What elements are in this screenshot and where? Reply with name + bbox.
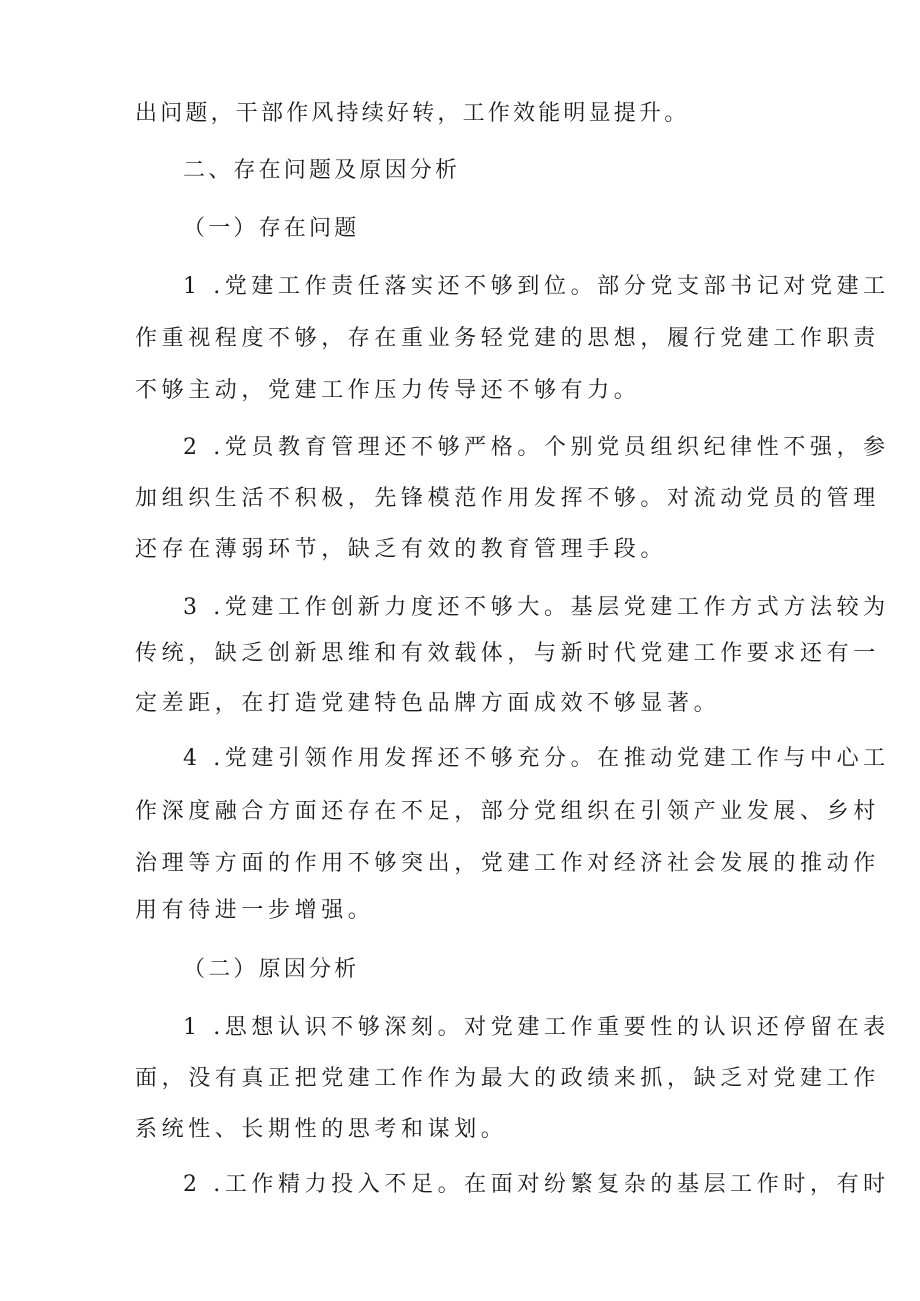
text-line: 作深度融合方面还存在不足，部分党组织在引领产业发展、乡村 <box>135 799 880 824</box>
text-line: 1 .党建工作责任落实还不够到位。部分党支部书记对党建工 <box>183 274 890 299</box>
text-line: 1 .思想认识不够深刻。对党建工作重要性的认识还停留在表 <box>183 1015 890 1040</box>
text-line: 系统性、长期性的思考和谋划。 <box>135 1117 508 1142</box>
text-line: 加组织生活不积极，先锋模范作用发挥不够。对流动党员的管理 <box>135 486 880 511</box>
text-line: 用有待进一步增强。 <box>135 898 375 923</box>
section-heading: 二、存在问题及原因分析 <box>183 158 461 183</box>
subsection-heading: （二）原因分析 <box>183 957 360 982</box>
text-line: 不够主动，党建工作压力传导还不够有力。 <box>135 378 641 403</box>
subsection-heading: （一）存在问题 <box>183 216 360 241</box>
text-line: 出问题，干部作风持续好转，工作效能明显提升。 <box>135 101 690 126</box>
text-line: 定差距，在打造党建特色品牌方面成效不够显著。 <box>135 691 721 716</box>
text-line: 3 .党建工作创新力度还不够大。基层党建工作方式方法较为 <box>183 595 890 620</box>
text-line: 传统，缺乏创新思维和有效载体，与新时代党建工作要求还有一 <box>135 641 880 666</box>
text-line: 还存在薄弱环节，缺乏有效的教育管理手段。 <box>135 537 668 562</box>
text-line: 作重视程度不够，存在重业务轻党建的思想，履行党建工作职责 <box>135 326 880 351</box>
text-line: 治理等方面的作用不够突出，党建工作对经济社会发展的推动作 <box>135 851 880 876</box>
text-line: 4 .党建引领作用发挥还不够充分。在推动党建工作与中心工 <box>183 746 890 771</box>
text-line: 2 .党员教育管理还不够严格。个别党员组织纪律性不强，参 <box>183 435 890 460</box>
text-line: 面，没有真正把党建工作作为最大的政绩来抓，缺乏对党建工作 <box>135 1066 880 1091</box>
text-line: 2 .工作精力投入不足。在面对纷繁复杂的基层工作时，有时 <box>183 1172 890 1197</box>
